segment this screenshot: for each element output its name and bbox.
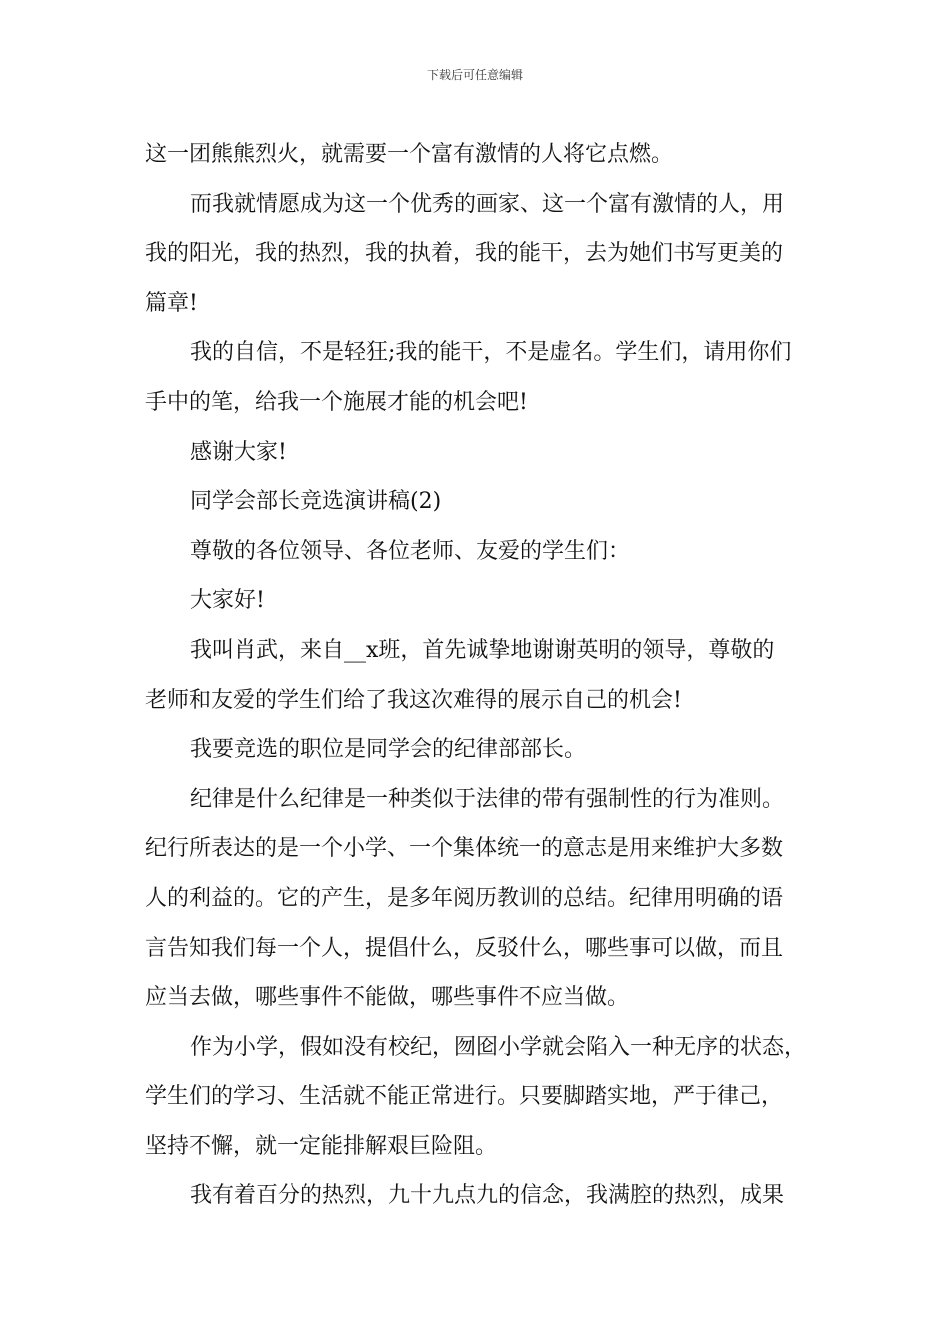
text-line: 我叫肖武，来自__x班，首先诚挚地谢谢英明的领导，尊敬的 <box>190 637 775 663</box>
text-line: 篇章! <box>145 290 198 316</box>
text-line: 感谢大家! <box>190 439 287 465</box>
text-line: 言告知我们每一个人，提倡什么，反驳什么，哪些事可以做，而且 <box>145 935 784 961</box>
text-line: 我的自信，不是轻狂;我的能干，不是虚名。学生们，请用你们 <box>190 340 792 366</box>
text-line: 纪律是什么纪律是一种类似于法律的带有强制性的行为准则。 <box>190 786 785 812</box>
text-line: 人的利益的。它的产生，是多年阅历教训的总结。纪律用明确的语 <box>145 885 784 911</box>
text-line: 尊敬的各位领导、各位老师、友爱的学生们： <box>190 538 631 564</box>
text-line: 同学会部长竞选演讲稿(2) <box>190 489 442 515</box>
document-body <box>145 130 810 1221</box>
text-line: 而我就情愿成为这一个优秀的画家、这一个富有激情的人，用 <box>190 191 785 217</box>
text-line: 老师和友爱的学生们给了我这次难得的展示自己的机会! <box>145 687 682 713</box>
text-line: 学生们的学习、生活就不能正常进行。只要脚踏实地，严于律己， <box>145 1084 784 1110</box>
text-line: 我的阳光，我的热烈，我的执着，我的能干，去为她们书写更美的 <box>145 241 784 267</box>
text-line: 纪行所表达的是一个小学、一个集体统一的意志是用来维护大多数 <box>145 836 784 862</box>
page-header: 下载后可任意编辑 <box>426 68 523 82</box>
text-line: 我有着百分的热烈，九十九点九的信念，我满腔的热烈，成果 <box>190 1183 785 1209</box>
text-line: 坚持不懈，就一定能排解艰巨险阻。 <box>145 1133 498 1159</box>
text-line: 大家好! <box>190 588 265 614</box>
text-line: 这一团熊熊烈火，就需要一个富有激情的人将它点燃。 <box>145 142 674 167</box>
text-line: 手中的笔，给我一个施展才能的机会吧! <box>145 389 528 415</box>
text-line: 我要竞选的职位是同学会的纪律部部长。 <box>190 737 587 763</box>
text-line: 应当去做，哪些事件不能做，哪些事件不应当做。 <box>145 985 630 1011</box>
text-line: 作为小学，假如没有校纪，囫囵小学就会陷入一种无序的状态， <box>190 1034 807 1060</box>
